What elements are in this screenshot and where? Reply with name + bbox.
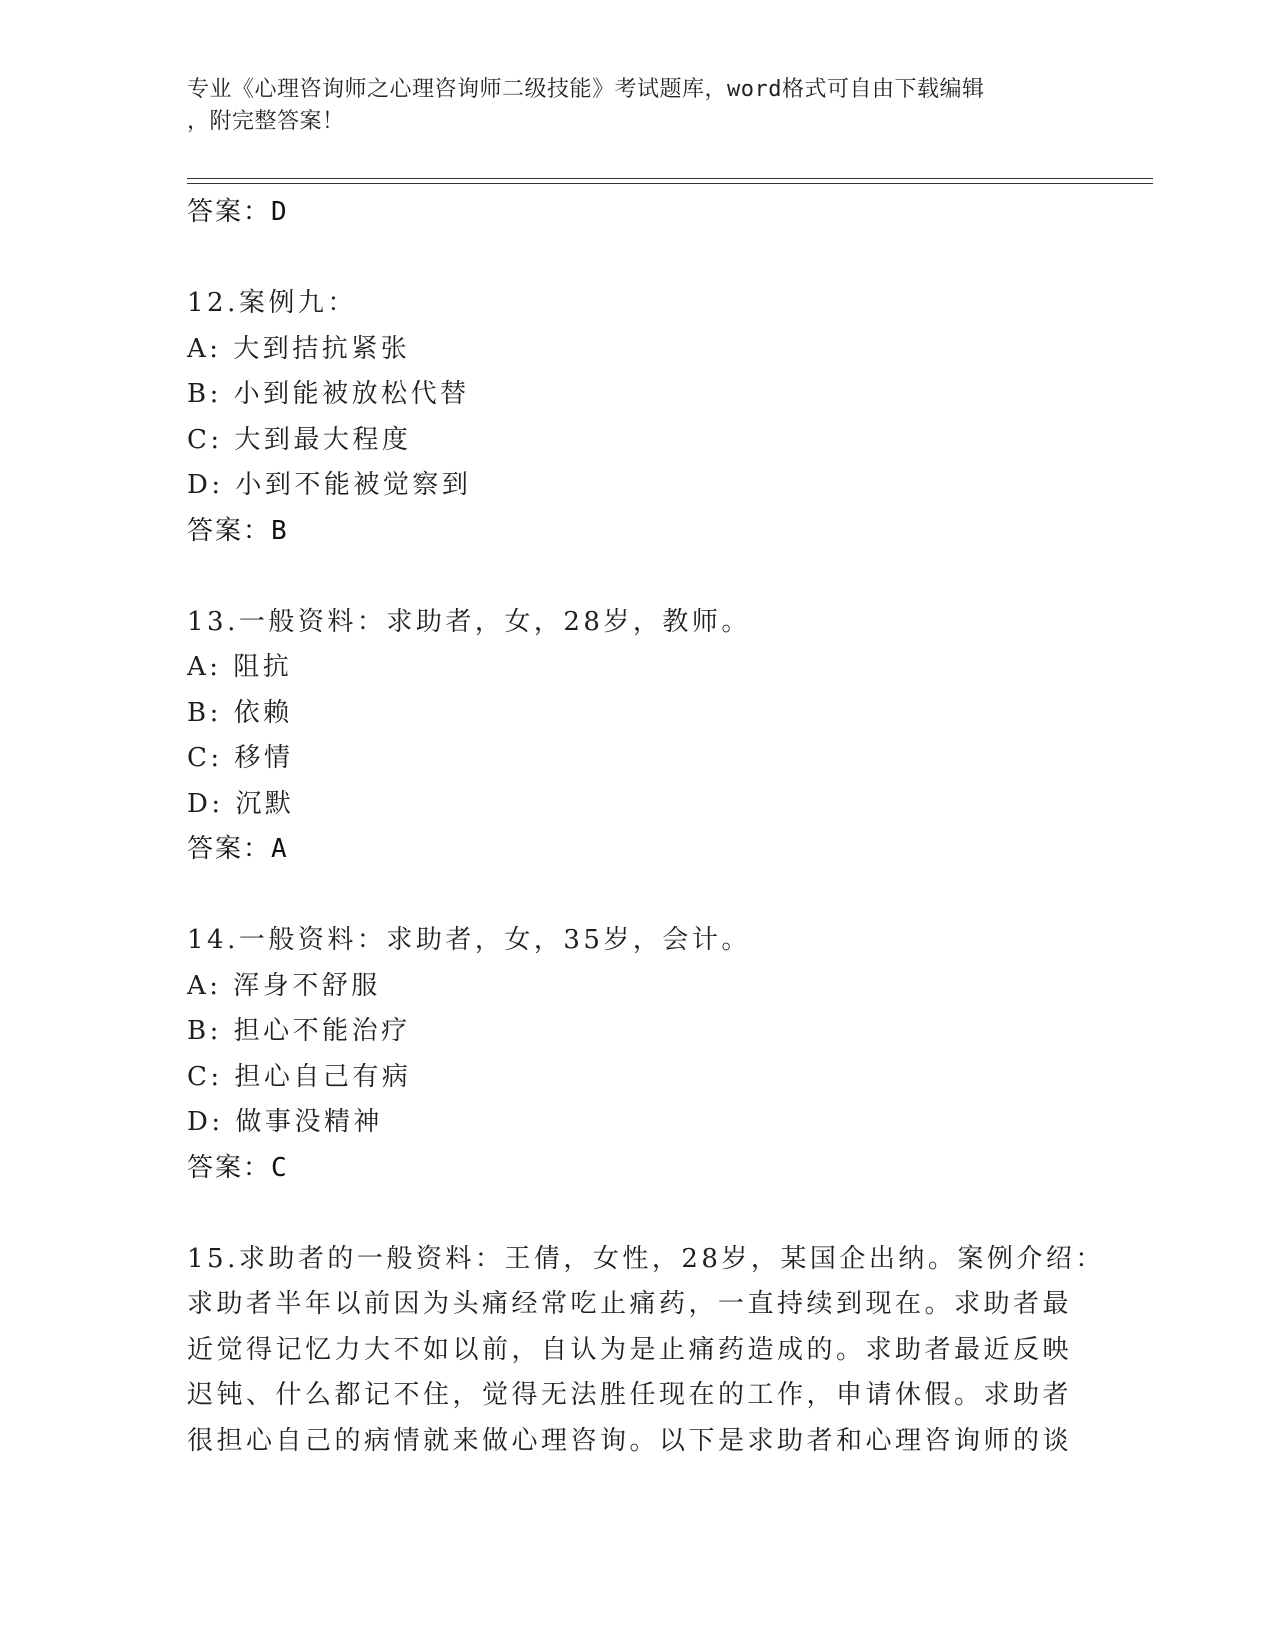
- option-c: C: 大到最大程度: [187, 424, 412, 455]
- option-b: B: 担心不能治疗: [187, 1016, 411, 1046]
- question-answer: 答案：A: [187, 834, 289, 864]
- document-body: [187, 190, 1105, 1464]
- option-c: C: 担心自己有病: [187, 1061, 412, 1092]
- option-a: A: 阻抗: [187, 652, 293, 682]
- question-block: [187, 918, 1067, 1191]
- question-15-case: [187, 1237, 1105, 1465]
- spacer: [187, 236, 1067, 282]
- question-answer: 答案：B: [187, 515, 289, 546]
- question-stem: 14.一般资料：求助者，女，35岁，会计。: [187, 925, 751, 955]
- case-line: 近觉得记忆力大不如以前，自认为是止痛药造成的。求助者最近反映: [187, 1334, 1073, 1365]
- question-stem: 12.案例九：: [187, 288, 357, 318]
- spacer: [187, 554, 1067, 600]
- option-c: C: 移情: [187, 743, 294, 773]
- option-a: A: 大到拮抗紧张: [187, 333, 411, 364]
- case-line: 很担心自己的病情就来做心理咨询。以下是求助者和心理咨询师的谈: [187, 1425, 1073, 1456]
- spacer: [187, 1191, 1067, 1237]
- document-header: [187, 74, 1067, 138]
- option-a: A: 浑身不舒服: [187, 970, 381, 1001]
- option-b: B: 小到能被放松代替: [187, 379, 470, 409]
- option-d: D: 沉默: [187, 788, 295, 819]
- case-line: 求助者半年以前因为头痛经常吃止痛药，一直持续到现在。求助者最: [187, 1289, 1073, 1319]
- option-d: D: 做事没精神: [187, 1107, 383, 1137]
- case-line: 15.求助者的一般资料：王倩，女性，28岁，某国企出纳。案例介绍：: [187, 1243, 1105, 1274]
- option-d: D: 小到不能被觉察到: [187, 470, 472, 500]
- option-b: B: 依赖: [187, 697, 293, 728]
- header-divider-top: [187, 178, 1153, 179]
- question-block: [187, 600, 1067, 873]
- header-divider-bottom: [187, 183, 1153, 184]
- question-answer: 答案：C: [187, 1152, 289, 1183]
- previous-answer: 答案：D: [187, 197, 289, 227]
- header-line-1: 专业《心理咨询师之心理咨询师二级技能》考试题库，word格式可自由下载编辑: [187, 77, 985, 102]
- header-line-2: ，附完整答案！: [187, 109, 345, 134]
- question-stem: 13.一般资料：求助者，女，28岁，教师。: [187, 606, 751, 637]
- question-block: [187, 281, 1067, 554]
- spacer: [187, 873, 1067, 919]
- case-line: 迟钝、什么都记不住，觉得无法胜任现在的工作，申请休假。求助者: [187, 1380, 1073, 1410]
